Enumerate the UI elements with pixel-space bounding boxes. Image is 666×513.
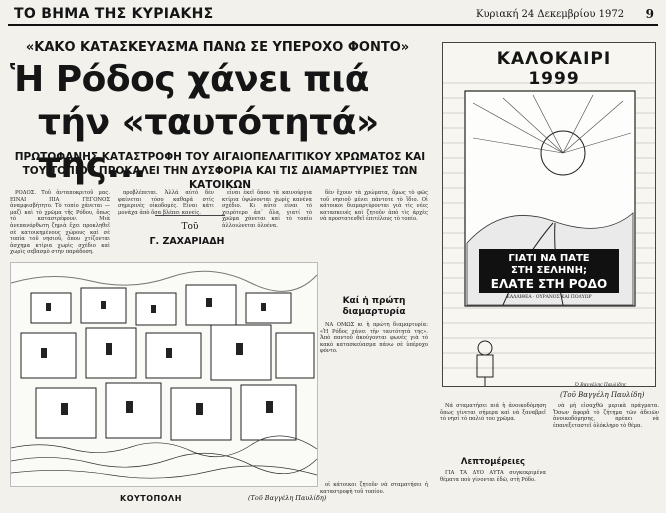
article-column-4 xyxy=(320,190,428,294)
illustration-caption: ΚΟΥΤΟΠΟΛΗ xyxy=(120,494,182,503)
newspaper-title: ΤΟ ΒΗΜΑ ΤΗΣ ΚΥΡΙΑΚΗΣ xyxy=(14,6,214,22)
poster-title: ΚΑΛΟΚΑΙΡΙ 1999 xyxy=(496,49,612,89)
article-column-4b xyxy=(320,322,428,477)
poster-drawing xyxy=(443,43,655,386)
column-text: δὲν ἔχουν τὰ χρώματα, ὅμως τὸ φῶς τοῦ νησιοῦ μένει πάντοτε τὸ ἴδιο. Οἱ κάτοικοι διαμαρτύρονται γιὰ τὶς νέες κατασκευές καὶ ζητοῦν ἀπὸ τὶς ἀρχὲς νὰ προστατευθεῖ ἐπιτέλους τὸ τοπίο. xyxy=(320,190,428,223)
article-column-3 xyxy=(222,190,312,250)
article-column-6 xyxy=(553,403,659,513)
column-text: νὰ μὴ εἰσαχθῶ μερικὰ πράγματα. Ὅσων ἀφορᾶ τὸ ζήτημα τῶν ἀδειῶν ἀνοικοδόμησης, πρέπει νὰ ἐπανεξεταστεῖ ὁλόκληρο τὸ θέμα. xyxy=(553,403,659,429)
poster-call-to-action: ΕΛΑΤΕ ΣΤΗ ΡΟΔΟ xyxy=(490,277,608,291)
subheading-details: Λεπτομέρειες xyxy=(460,457,526,467)
issue-date: Κυριακή 24 Δεκεμβρίου 1972 xyxy=(476,9,625,20)
headline-line-2: τήν «ταυτότητά» της... xyxy=(38,102,379,186)
illustration-credit: (Τοῦ Βαγγέλη Παυλίδη) xyxy=(248,494,327,502)
poster-caption: (Τοῦ Βαγγέλη Παυλίδη) xyxy=(560,391,645,399)
byline-rule xyxy=(155,215,225,216)
column-text: προβλέπεται. Ἀλλά αὐτὸ δέν φαίνεται τόσο καθαρά στίς σημερινές οἰκοδομές. Εἶναι κάτι μονάχα ἀπὸ ὅσα βλέπει κανείς. xyxy=(118,190,214,216)
byline-label: Τοῦ xyxy=(181,222,199,232)
byline-author: Γ. ΖΑΧΑΡΙΑΔΗ xyxy=(149,236,225,247)
column-text: οἱ κάτοικοι ζητοῦν νὰ σταματήσει ἡ καταστροφὴ τοῦ τοπίου. xyxy=(320,482,428,495)
koutopoli-illustration xyxy=(10,262,318,487)
article-column-7 xyxy=(320,482,428,513)
column-text: εἶναι ἐκεῖ ὅπου τὰ καινούργια κτίρια ὑψώνονται χωρὶς κανένα σχέδιο. Κι αὐτό εἶναι τὸ χειρότερο ἀπ᾽ ὅλα, γιατί τὸ χρῶμα χάνεται καὶ τὸ τοπίο ἀλλοιώνεται ὁλοένα. xyxy=(222,190,312,229)
article-kicker: «ΚΑΚΟ ΚΑΤΑΣΚΕΥΑΣΜΑ ΠΑΝΩ ΣΕ ΥΠΕΡΟΧΟ ΦΟΝΤΟ» xyxy=(25,40,410,55)
column-text: ΝΑ ΟΜΩΣ κι ἡ πρώτη διαμαρτυρία: «Ἡ Ρόδος χάνει τὴν ταυτότητά της». Ἀπὸ παντοῦ ἀκούγονται φωνὲς γιὰ τὸ κακὸ κατασκεύασμα πάνω σὲ ὑπέροχο φόντο. xyxy=(320,322,428,355)
column-text: Νά σταματήσει πιά ἡ ἀνοικοδόμηση ὅπως γίνεται σήμερα καὶ νὰ ξαναβρεῖ τὸ νησί τὸ παλιό του χρῶμα. xyxy=(440,403,546,423)
article-column-1 xyxy=(10,190,110,256)
masthead xyxy=(8,4,658,26)
headline-line-1: Ἡ Ρόδος χάνει πιά xyxy=(10,59,370,100)
column-text: ΡΟΔΟΣ. Τοῦ ἀνταποκριτοῦ μας. ΕΙΝΑΙ ΠΙΑ ΓΕΓΟΝΟΣ ἀναμφισβήτητο. Τὸ τοπίο χάνεται — μαζὶ καὶ τὸ χρῶμα τῆς Ρόδου, ὅπως τὸ καταστρέφουν. Μιὰ ἀνεπανόρθωτη ζημιὰ ἔχει προκληθεῖ σὲ κατοικημένους χώρους καὶ σὲ τοπία τοῦ νησιοῦ, ὅπου χτίζονται ἀσχημα κτίρια χωρὶς σχέδιο καὶ χωρὶς σεβασμὸ στὴν παράδοση. xyxy=(10,190,110,256)
town-boxes-drawing xyxy=(11,263,317,486)
column-text: ΓΙΑ ΤΑ ΔΥΟ ΑΥΤΑ συγκεκριμένα θέματα ποὺ γίνονται ἐδῶ, στὴ Ρόδο. xyxy=(440,470,546,483)
satirical-poster xyxy=(442,42,656,387)
poster-slogan-line-2: ΣΤΗ ΣΕΛΗΝΗ; xyxy=(510,265,587,276)
poster-slogan-line-1: ΓΙΑΤΙ ΝΑ ΠΑΤΕ xyxy=(508,253,590,264)
poster-artist-credit: Ὁ Βαγγέλης Παυλίδης xyxy=(575,383,627,388)
subheading-first-protest: Καί ἡ πρώτη διαμαρτυρία xyxy=(342,296,406,317)
article-column-5 xyxy=(440,403,546,453)
page-number: 9 xyxy=(645,7,654,21)
poster-small-print: ΚΑΛΛΙΘΕΑ · ΟΥΡΑΝΟΣ ΚΑΙ ΠΟΛΥΩΡ xyxy=(506,295,592,300)
article-column-5b xyxy=(440,470,546,513)
article-deck: ΠΡΩΤΟΦΑΝΗΣ ΚΑΤΑΣΤΡΟΦΗ ΤΟΥ ΑΙΓΑΙΟΠΕΛΑΓΙΤΙΚΟΥ ΧΡΩΜΑΤΟΣ ΚΑΙ ΤΟΥ ΤΟΠΙΟΥ ΠΡΟΚΑΛΕΙ ΤΗΝ ΔΥΣΦΟΡΙΑ ΚΑΙ ΤΙΣ ΔΙΑΜΑΡΤΥΡΙΕΣ ΤΩΝ ΚΑΤΟΙΚΩΝ xyxy=(14,151,426,191)
